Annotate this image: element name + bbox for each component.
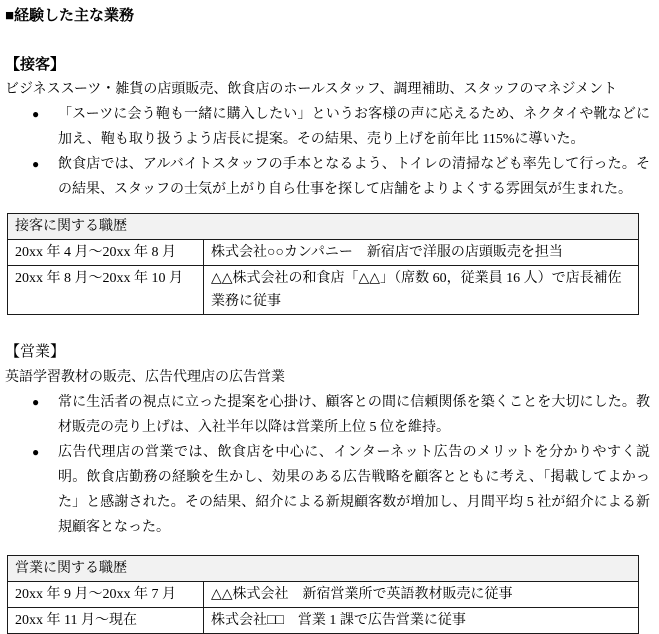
period-cell: 20xx 年 4 月～20xx 年 8 月 — [8, 240, 204, 266]
bullet-text: 常に生活者の視点に立った提案を心掛け、顧客との間に信頼関係を築くことを大切にした。教材販売の売り上げは、入社半年以降は営業所上位 5 位を維持。 — [58, 395, 650, 435]
period-cell: 20xx 年 8 月～20xx 年 10 月 — [8, 266, 204, 315]
table-row — [8, 582, 639, 608]
document-title: ■経験した主な業務 — [5, 7, 135, 24]
sales-bullet-list — [5, 390, 650, 540]
bullet-marker-icon: ● — [32, 395, 40, 409]
section-customer-service-heading: 【接客】 — [5, 56, 66, 73]
bullet-item — [5, 152, 650, 202]
bullet-item — [5, 102, 650, 152]
customer-service-bullet-list — [5, 102, 650, 202]
period-cell: 20xx 年 9 月～20xx 年 7 月 — [8, 582, 204, 608]
bullet-text: 広告代理店の営業では、飲食店を中心に、インターネット広告のメリットを分かりやすく説明。飲食店勤務の経験を生かし、効果のある広告戦略を顧客とともに考え、「掲載してよかった」と感謝された。その結果、紹介による新規顧客数が増加し、月間平均 5 社が紹介による新規顧客となった。 — [58, 445, 650, 535]
bullet-item — [5, 390, 650, 440]
table-caption-row — [8, 214, 639, 240]
description-cell: 株式会社○○カンパニー 新宿店で洋服の店頭販売を担当 — [204, 240, 639, 266]
bullet-marker-icon: ● — [32, 445, 40, 459]
description-cell: 株式会社□□ 営業 1 課で広告営業に従事 — [204, 608, 639, 634]
customer-service-history-table — [7, 213, 639, 315]
bullet-text: 「スーツに会う鞄も一緒に購入したい」というお客様の声に応えるため、ネクタイや靴などに加え、鞄も取り扱うよう店長に提案。その結果、売り上げを前年比 115%に導いた。 — [58, 107, 650, 147]
description-cell: △△株式会社の和食店「△△」（席数 60，従業員 16 人）で店長補佐業務に従事 — [204, 266, 639, 315]
table-caption: 接客に関する職歴 — [8, 214, 639, 240]
sales-history-table — [7, 555, 639, 634]
period-cell: 20xx 年 11 月～現在 — [8, 608, 204, 634]
table-caption-row — [8, 556, 639, 582]
section-customer-service-lead: ビジネススーツ・雑貨の店頭販売、飲食店のホールスタッフ、調理補助、スタッフのマネジメント — [5, 82, 618, 97]
table-caption: 営業に関する職歴 — [8, 556, 639, 582]
bullet-marker-icon: ● — [32, 107, 40, 121]
bullet-text: 飲食店では、アルバイトスタッフの手本となるよう、トイレの清掃なども率先して行った。その結果、スタッフの士気が上がり自ら仕事を探して店舗をよりよくする雰囲気が生まれた。 — [58, 157, 650, 197]
section-sales-lead: 英語学習教材の販売、広告代理店の広告営業 — [5, 370, 285, 385]
bullet-item — [5, 440, 650, 540]
table-row — [8, 608, 639, 634]
section-sales-heading: 【営業】 — [5, 344, 66, 360]
bullet-marker-icon: ● — [32, 157, 40, 171]
description-cell: △△株式会社 新宿営業所で英語教材販売に従事 — [204, 582, 639, 608]
table-row — [8, 266, 639, 315]
table-row — [8, 240, 639, 266]
